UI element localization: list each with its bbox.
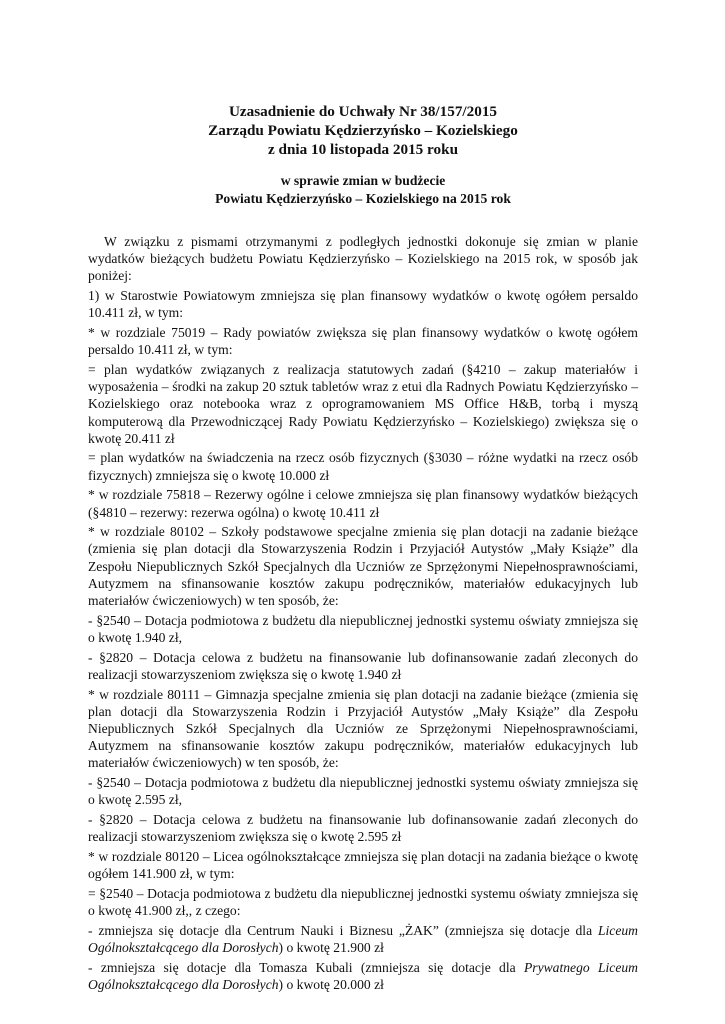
title-line-3: z dnia 10 listopada 2015 roku bbox=[267, 141, 459, 158]
text-segment: - zmniejsza się dotacje dla Tomasza Kubali (zmniejsza się dotacje dla bbox=[88, 959, 524, 975]
subject-line-2: Powiatu Kędzierzyńsko – Kozielskiego na 2015 rok bbox=[215, 190, 511, 206]
document-body bbox=[88, 233, 638, 993]
body-paragraph: - §2540 – Dotacja podmiotowa z budżetu dla niepublicznej jednostki systemu oświaty zmniejsza się o kwotę 2.595 zł, bbox=[88, 775, 638, 808]
intro-paragraph: W związku z pismami otrzymanymi z podległych jednostki dokonuje się zmian w planie wydatków bieżących budżetu Powiatu Kędzierzyńsko – Kozielskiego na 2015 rok, w sposób jak poniżej: bbox=[88, 234, 638, 284]
body-paragraph-kubala bbox=[88, 959, 638, 993]
body-paragraph-zak bbox=[88, 922, 638, 956]
body-paragraph: 1) w Starostwie Powiatowym zmniejsza się plan finansowy wydatków o kwotę ogółem persaldo 10.411 zł, w tym: bbox=[88, 288, 638, 321]
body-paragraph: - §2820 – Dotacja celowa z budżetu na finansowanie lub dofinansowanie zadań zleconych do realizacji stowarzyszeniom zwiększa się o kwotę 2.595 zł bbox=[88, 812, 638, 845]
body-paragraph: * w rozdziale 75818 – Rezerwy ogólne i celowe zmniejsza się plan finansowy wydatków bieżących (§4810 – rezerwy: rezerwa ogólna) o kwotę 10.411 zł bbox=[88, 487, 638, 520]
body-paragraph: = plan wydatków związanych z realizacja statutowych zadań (§4210 – zakup materiałów i wyposażenia – środki na zakup 20 sztuk tabletów wraz z etui dla Radnych Powiatu Kędzierzyńsko – Kozielskiego oraz notebooka wraz z oprogramowaniem MS Office H&B, torbą i myszą komputerową dla Przewodniczącej Rady Powiatu Kędzierzyńsko – Kozielskiego) zwiększa się o kwotę 20.411 zł bbox=[88, 361, 638, 446]
document-page bbox=[88, 102, 638, 996]
body-paragraph: * w rozdziale 80111 – Gimnazja specjalne zmienia się plan dotacji na zadanie bieżące (zmienia się plan dotacji dla Stowarzyszenia Rodzin i Przyjaciół Autystów „Mały Książe” dla Zespołu Niepublicznych Szkół Specjalnych dla Uczniów ze Sprzężonymi Niepełnosprawnościami, Autyzmem na sfinansowanie kosztów zakupu podręczników, materiałów edukacyjnych lub materiałów ćwiczeniowych) w ten sposób, że: bbox=[88, 686, 638, 771]
title-line-2: Zarządu Powiatu Kędzierzyńsko – Kozielskiego bbox=[208, 122, 518, 139]
body-paragraph: = plan wydatków na świadczenia na rzecz osób fizycznych (§3030 – różne wydatki na rzecz osób fizycznych) zmniejsza się o kwotę 10.000 zł bbox=[88, 450, 638, 483]
italic-segment: Prywatnego Liceum Ogólnokształcącego dla Dorosłych bbox=[88, 959, 638, 992]
body-paragraph: - §2540 – Dotacja podmiotowa z budżetu dla niepublicznej jednostki systemu oświaty zmniejsza się o kwotę 1.940 zł, bbox=[88, 612, 638, 645]
body-paragraph: * w rozdziale 80120 – Licea ogólnokształcące zmniejsza się plan dotacji na zadania bieżące o kwotę ogółem 141.900 zł, w tym: bbox=[88, 848, 638, 882]
body-paragraph: = §2540 – Dotacja podmiotowa z budżetu dla niepublicznej jednostki systemu oświaty zmniejsza się o kwotę 41.900 zł,, z czego: bbox=[88, 885, 638, 919]
body-paragraph: * w rozdziale 80102 – Szkoły podstawowe specjalne zmienia się plan dotacji na zadanie bieżące (zmienia się plan dotacji dla Stowarzyszenia Rodzin i Przyjaciół Autystów „Mały Książe” dla Zespołu Niepublicznych Szkół Specjalnych dla Uczniów ze Sprzężonymi Niepełnosprawnościami, Autyzmem na sfinansowanie kosztów zakupu podręczników, materiałów edukacyjnych lub materiałów ćwiczeniowych) w ten sposób, że: bbox=[88, 524, 638, 609]
document-title bbox=[88, 102, 638, 159]
title-line-1: Uzasadnienie do Uchwały Nr 38/157/2015 bbox=[228, 103, 498, 120]
body-paragraph: - §2820 – Dotacja celowa z budżetu na finansowanie lub dofinansowanie zadań zleconych do realizacji stowarzyszeniom zwiększa się o kwotę 1.940 zł bbox=[88, 649, 638, 682]
document-subject bbox=[88, 172, 638, 207]
text-segment: ) o kwotę 20.000 zł bbox=[278, 976, 384, 992]
text-segment: ) o kwotę 21.900 zł bbox=[278, 939, 384, 955]
body-paragraph: * w rozdziale 75019 – Rady powiatów zwiększa się plan finansowy wydatków o kwotę ogółem persaldo 10.411 zł, w tym: bbox=[88, 325, 638, 358]
text-segment: - zmniejsza się dotacje dla Centrum Nauki i Biznesu „ŻAK” (zmniejsza się dotacje dla bbox=[88, 922, 598, 938]
italic-segment: Liceum Ogólnokształcącego dla Dorosłych bbox=[88, 922, 638, 955]
subject-line-1: w sprawie zmian w budżecie bbox=[280, 173, 446, 188]
